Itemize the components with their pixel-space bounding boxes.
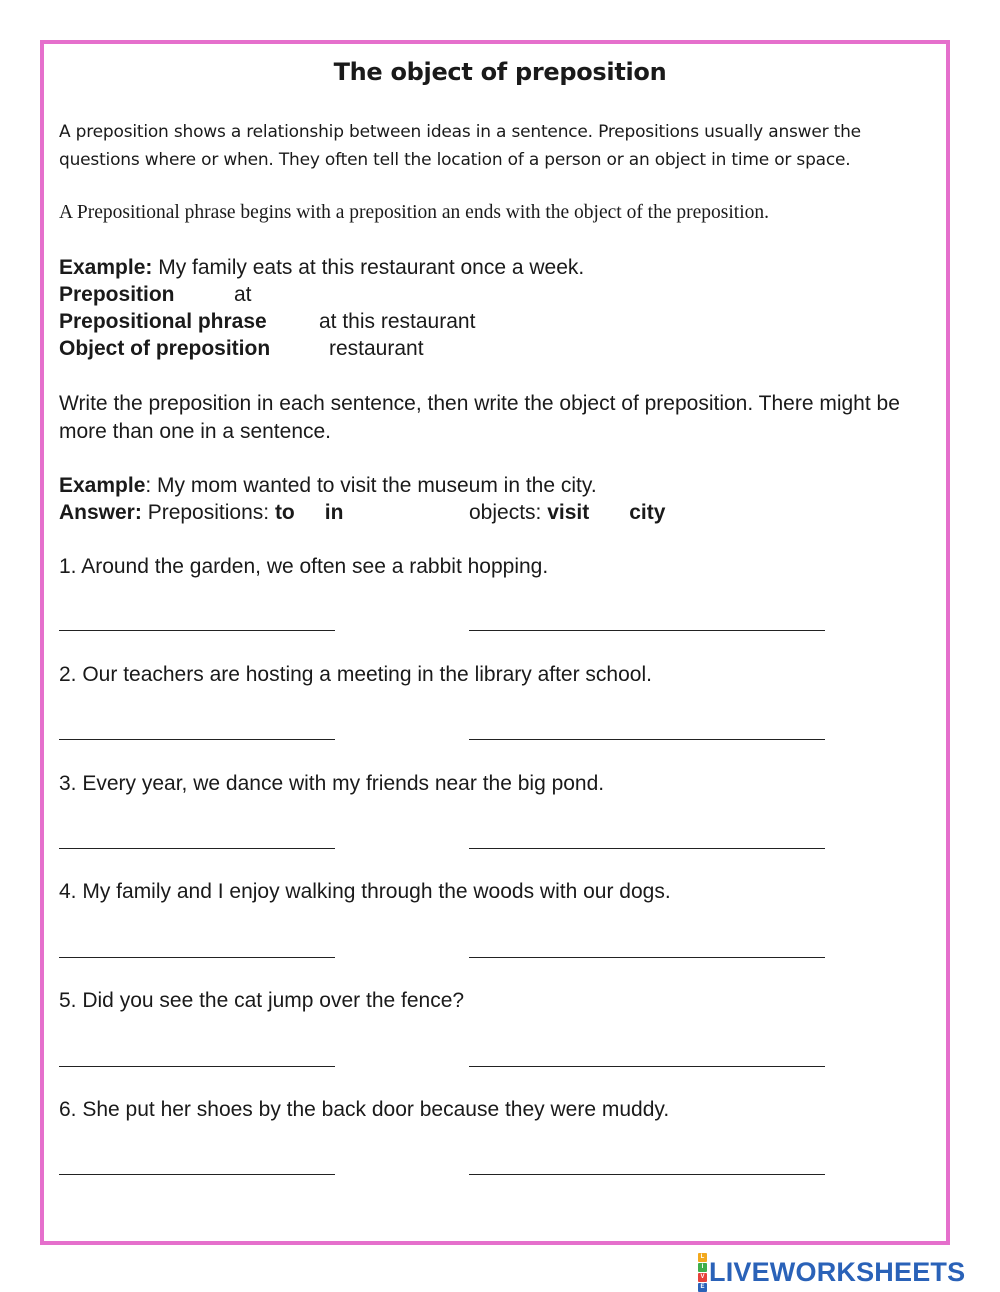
preposition-answer-blank-4[interactable]: [59, 957, 335, 958]
preposition-value: at: [234, 283, 252, 306]
preposition-answer-blank-2[interactable]: [59, 739, 335, 740]
instructions: Write the preposition in each sentence, then write the object of preposition. There might be more than one in a sentence.: [59, 392, 900, 443]
answer-prep-2: in: [324, 501, 344, 524]
answer-label: Answer:: [59, 501, 142, 524]
answer-obj-1: visit: [547, 501, 590, 524]
example2-text: : My mom wanted to visit the museum in the city.: [145, 474, 597, 497]
answer-line: [59, 501, 343, 525]
object-answer-blank-3[interactable]: [469, 848, 825, 849]
question-3: 3. Every year, we dance with my friends near the big pond.: [59, 772, 605, 795]
object-answer-blank-2[interactable]: [469, 739, 825, 740]
question-6: 6. She put her shoes by the back door because they were muddy.: [59, 1098, 670, 1121]
example-text: My family eats at this restaurant once a week.: [152, 256, 585, 279]
liveworksheets-logo-text: LIVEWORKSHEETS: [709, 1256, 966, 1287]
preposition-answer-blank-1[interactable]: [59, 630, 335, 631]
phrase-label: Prepositional phrase: [59, 310, 267, 333]
prepositions-label: Prepositions:: [141, 501, 275, 524]
example-sentence: [59, 256, 584, 280]
example-label: Example:: [59, 256, 153, 279]
phrase-value: at this restaurant: [319, 310, 476, 333]
answer-objects: [469, 501, 665, 525]
object-value: restaurant: [329, 337, 424, 360]
preposition-answer-blank-6[interactable]: [59, 1174, 335, 1175]
objects-label: objects:: [469, 501, 548, 524]
question-4: 4. My family and I enjoy walking through the woods with our dogs.: [59, 880, 671, 903]
answer-obj-2: city: [629, 501, 666, 524]
object-answer-blank-1[interactable]: [469, 630, 825, 631]
example2-label: Example: [59, 474, 146, 497]
liveworksheets-logo-icon: L I V E: [698, 1252, 707, 1292]
answer-prep-1: to: [274, 501, 295, 524]
example2-sentence: [59, 474, 597, 498]
question-5: 5. Did you see the cat jump over the fence?: [59, 989, 465, 1012]
intro-phrase-definition: A Prepositional phrase begins with a preposition an ends with the object of the preposition.: [59, 202, 769, 223]
question-2: 2. Our teachers are hosting a meeting in the library after school.: [59, 663, 652, 686]
preposition-label: Preposition: [59, 283, 175, 306]
worksheet-title: The object of preposition: [333, 58, 667, 86]
object-answer-blank-6[interactable]: [469, 1174, 825, 1175]
question-1: 1. Around the garden, we often see a rabbit hopping.: [59, 555, 549, 578]
preposition-answer-blank-3[interactable]: [59, 848, 335, 849]
preposition-answer-blank-5[interactable]: [59, 1066, 335, 1067]
intro-paragraph: A preposition shows a relationship between ideas in a sentence. Prepositions usually answer the questions where or when. They often tell the location of a person or an object in time or space.: [59, 122, 861, 170]
liveworksheets-logo: [698, 1252, 965, 1292]
object-label: Object of preposition: [59, 337, 271, 360]
object-answer-blank-4[interactable]: [469, 957, 825, 958]
object-answer-blank-5[interactable]: [469, 1066, 825, 1067]
